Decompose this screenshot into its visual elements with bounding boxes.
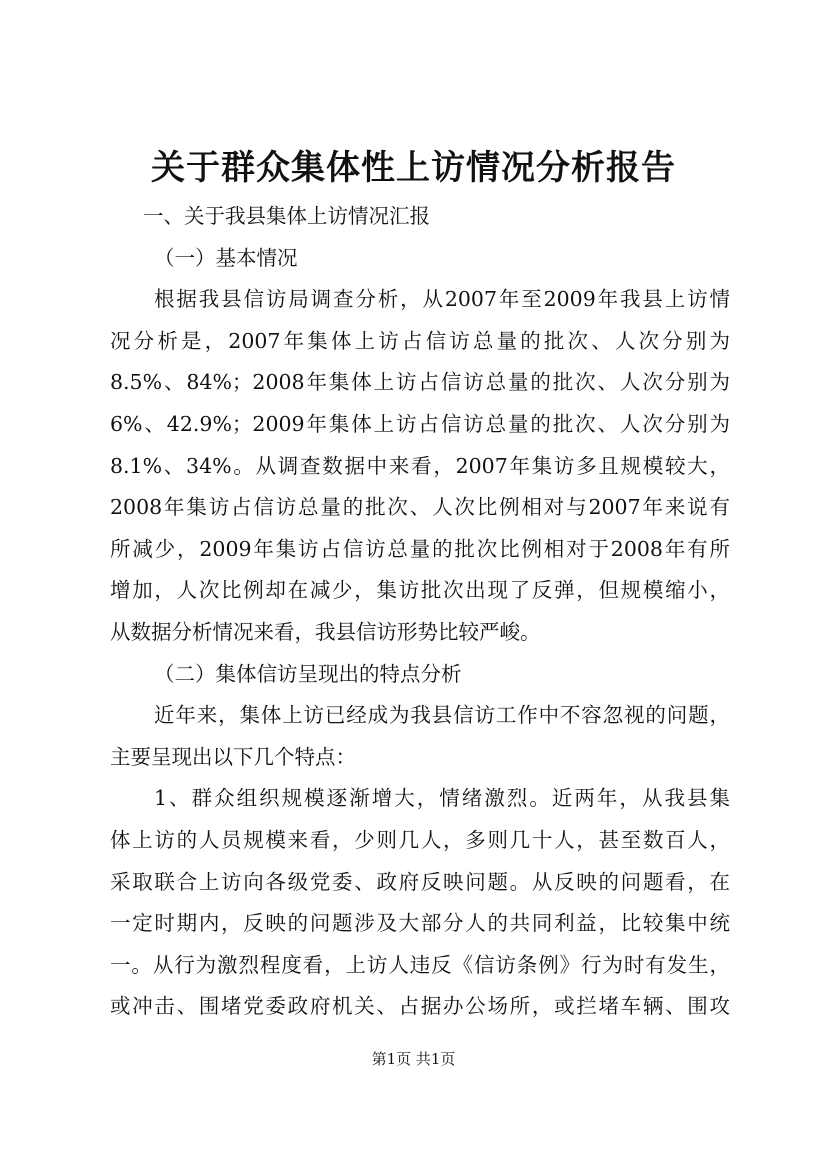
- paragraph-line: 或冲击、围堵党委政府机关、占据办公场所，或拦堵车辆、围攻: [110, 994, 730, 1019]
- paragraph-line: 根据我县信访局调查分析，从2007年至2009年我县上访情: [154, 287, 730, 312]
- paragraph-line: 一。从行为激烈程度看，上访人违反《信访条例》行为时有发生，: [110, 952, 730, 977]
- paragraph-line: 增加，人次比例却在减少，集访批次出现了反弹，但规模缩小，: [110, 578, 730, 603]
- document-title: 关于群众集体性上访情况分析报告: [151, 148, 676, 188]
- section-heading-1: 一、关于我县集体上访情况汇报: [143, 204, 430, 228]
- paragraph-line: 采取联合上访向各级党委、政府反映问题。从反映的问题看，在: [110, 869, 730, 894]
- paragraph-line: 况分析是，2007年集体上访占信访总量的批次、人次分别为: [110, 328, 730, 353]
- document-body: [110, 196, 730, 1028]
- subsection-heading-1: （一）基本情况: [154, 245, 298, 270]
- paragraph-line: 2008年集访占信访总量的批次、人次比例相对与2007年来说有: [110, 495, 730, 520]
- subsection-heading-2: （二）集体信访呈现出的特点分析: [154, 661, 462, 686]
- paragraph-line: 8.1%、34%。从调查数据中来看，2007年集访多且规模较大，: [110, 453, 730, 478]
- paragraph-line: 1、群众组织规模逐渐增大，情绪激烈。近两年，从我县集: [154, 786, 730, 811]
- paragraph-line: 从数据分析情况来看，我县信访形势比较严峻。: [110, 619, 541, 644]
- page-footer: 第1页 共1页: [371, 1050, 456, 1068]
- paragraph-line: 主要呈现出以下几个特点：: [110, 744, 356, 769]
- paragraph-line: 体上访的人员规模来看，少则几人，多则几十人，甚至数百人，: [110, 827, 730, 852]
- paragraph-line: 6%、42.9%；2009年集体上访占信访总量的批次、人次分别为: [110, 411, 730, 436]
- paragraph-line: 一定时期内，反映的问题涉及大部分人的共同利益，比较集中统: [110, 911, 730, 936]
- paragraph-line: 近年来，集体上访已经成为我县信访工作中不容忽视的问题，: [154, 703, 730, 728]
- paragraph-line: 8.5%、84%；2008年集体上访占信访总量的批次、人次分别为: [110, 370, 730, 395]
- paragraph-line: 所减少，2009年集访占信访总量的批次比例相对于2008年有所: [110, 536, 730, 561]
